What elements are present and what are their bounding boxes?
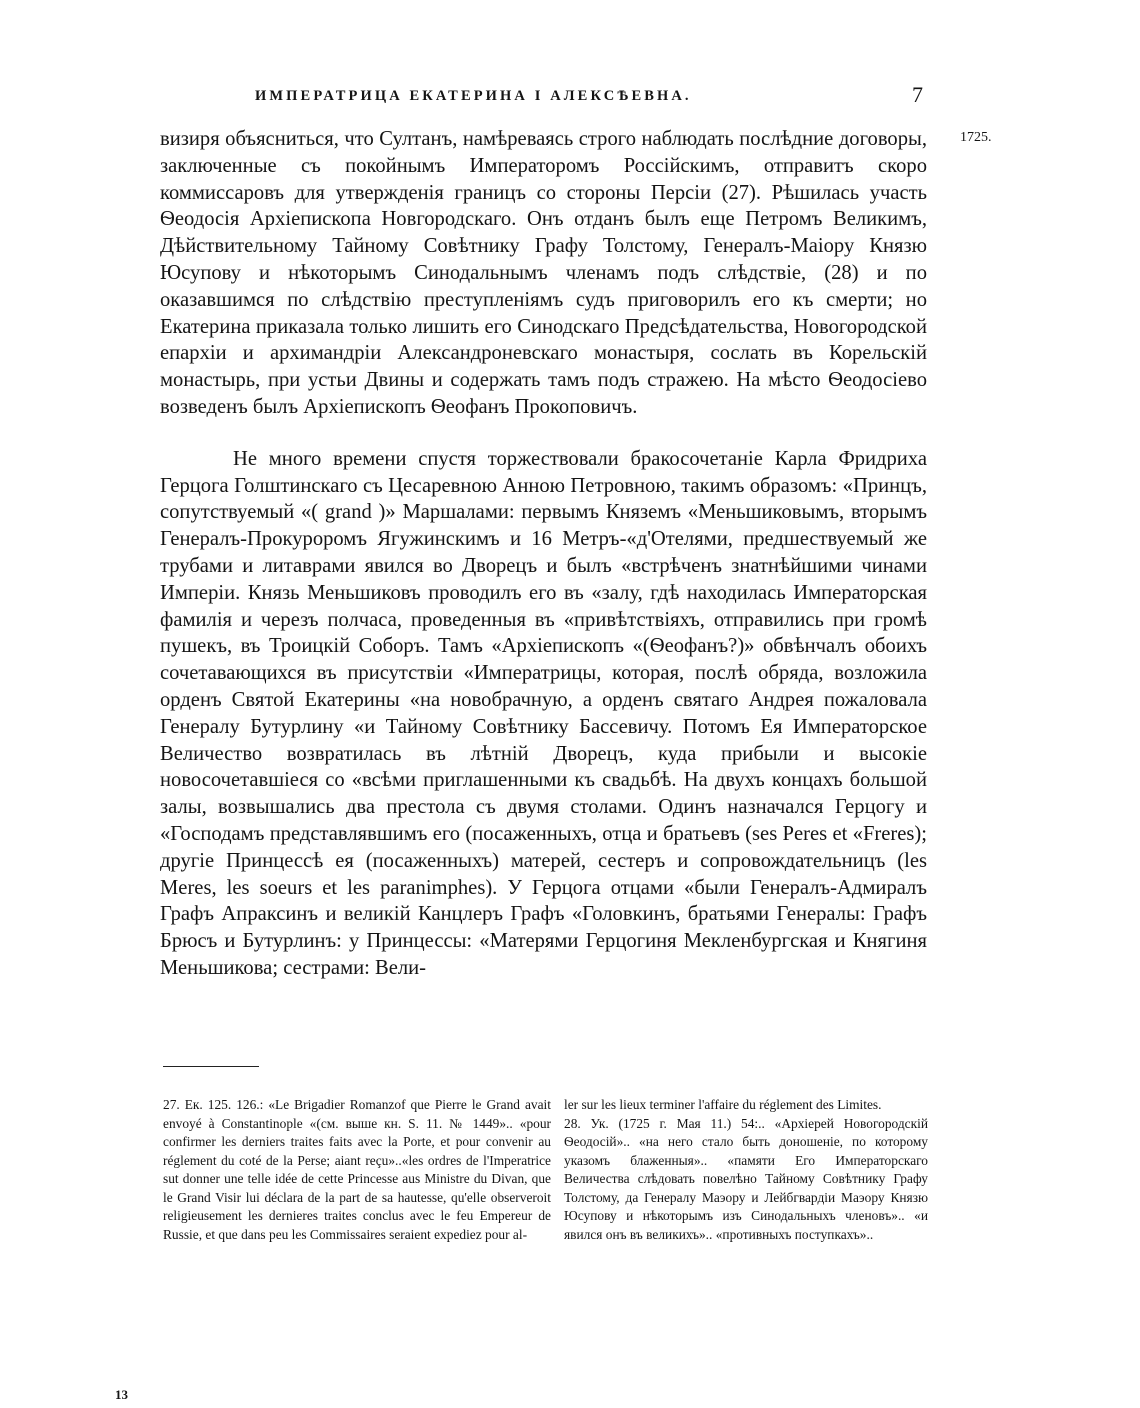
footnote-27-text: «Le Brigadier Romanzof que Pierre le Grand avait envoyé à Constantinople «(см. выше кн. S. 11. № 1449».. «pour confirmer les derniers traites faits avec la Porte, et pour convenir au réglement du coté de la Perse; aiant reçu»..«les ordres de l'Imperatrice sut donner une telle idée de cette Princesse aus Ministre du Divan, que le Grand Visir lui déclara de la part de sa hautesse, qu'elle observeroit religieusement les dernieres traites conclus avec le feu Empereur de Russie, et que dans peu les Commissaires seraient expediez pour al-: [163, 1097, 551, 1242]
footnote-28-text: «Архіерей Новогородскій Ѳеодосій».. «на него стало быть доношеніе, по которому указомъ блаженныя».. «памяти Его Императорскаго Величества слѣдовать повелѣно Тайному Совѣтнику Графу Толстому, да Генералу Маэору и Лейбгвардіи Маэору Князю Юсупову и нѣкоторымъ изъ Синодальныхъ членовъ».. «и явился онъ въ великихъ».. «противныхъ поступкахъ»..: [564, 1115, 928, 1242]
footnote-27: [163, 1096, 551, 1244]
paragraph-1: визиря объясниться, что Султанъ, намѣреваясь строго наблюдать послѣдние договоры, заключенные съ покойнымъ Императоромъ Россійскимъ, отправитъ скоро коммиссаровъ для утвержденія границъ со стороны Персіи (27). Рѣшилась участь Ѳеодосія Архіепископа Новгородскаго. Онъ отданъ былъ еще Петромъ Великимъ, Дѣйствительному Тайному Совѣтнику Графу Толстому, Генералъ-Маіору Князю Юсупову и нѣкоторымъ Синодальнымъ членамъ подъ слѣдствіе, (28) и по оказавшимся по слѣдствію преступленіямъ судъ приговорилъ его къ смерти; но Екатерина приказала только лишить его Синодскаго Предсѣдательства, Новогородской епархіи и архимандріи Александроневскаго монастыря, сослать въ Корельскій монастырь, при устьи Двины и содержать тамъ подъ стражею. На мѣсто Ѳеодосіево возведенъ былъ Архіепископъ Ѳеофанъ Прокоповичъ.: [160, 128, 927, 418]
running-head: [160, 82, 935, 110]
page-number: 7: [912, 82, 923, 107]
footnote-28-ref: 28. Ук. (1725 г. Мая 11.) 54:..: [564, 1115, 765, 1131]
footnote-28: [564, 1115, 928, 1245]
footnote-divider: [163, 1066, 259, 1067]
footnote-column-right: [564, 1096, 928, 1244]
footnote-27-continued: ler sur les lieux terminer l'affaire du réglement des Limites.: [564, 1097, 882, 1112]
margin-year-note: 1725.: [960, 130, 992, 145]
running-title: ИМПЕРАТРИЦА ЕКАТЕРИНА I АЛЕКСѢЕВНА.: [255, 88, 692, 104]
paragraph-2: Не много времени спустя торжествовали бракосочетаніе Карла Фридриха Герцога Голштинскаго съ Цесаревною Анною Петровною, такимъ образомъ: «Принцъ, сопутствуемый «( grand )» Маршалами: первымъ Княземъ «Меньшиковымъ, вторымъ Генералъ-Прокуроромъ Ягужинскимъ и 16 Метръ-«д'Отелями, предшествуемый же трубами и литаврами явился во Дворецъ и былъ «встрѣченъ знатнѣйшими чинами Имперіи. Князь Меньшиковъ проводилъ его въ «залу, гдѣ находилась Императорская фамилія и черезъ полчаса, проведенныя въ «привѣтствіяхъ, отправились при громѣ пушекъ, въ Троицкій Соборъ. Тамъ «Архіепископъ «(Ѳеофанъ?)» обвѣнчалъ обоихъ сочетавающихся въ присутствіи «Императрицы, которая, послѣ обряда, возложила орденъ Святой Екатерины «на новобрачную, а орденъ святаго Андрея пожаловала Генералу Бутурлину «и Тайному Совѣтнику Бассевичу. Потомъ Ея Императорское Величество возвратилась въ лѣтній Дворецъ, куда прибыли и высокіе новосочетавшіеся со «всѣми приглашенными къ свадьбѣ. На двухъ концахъ большой залы, возвышались два престола съ двумя столами. Одинъ назначался Герцогу и «Господамъ представлявшимъ его (посаженныхъ, отца и братьевъ (ses Peres et «Freres); другіе Принцессѣ ея (посаженныхъ) матерей, сестеръ и сопровождательницъ (les Meres, les soeurs et les paranimphes). У Герцога отцами «были Генералъ-Адмиралъ Графъ Апраксинъ и великій Канцлеръ Графъ «Головкинъ, братьями Генералы: Графъ Брюсъ и Бутурлинъ: у Принцессы: «Матерями Герцогиня Мекленбургская и Княгиня Меньшикова; сестрами: Вели-: [160, 447, 927, 979]
main-text: [160, 126, 927, 982]
footnote-27-ref: 27. Ек. 125. 126.:: [163, 1097, 264, 1112]
signature-mark: 13: [115, 1387, 128, 1402]
footnote-column-left: [163, 1096, 551, 1244]
